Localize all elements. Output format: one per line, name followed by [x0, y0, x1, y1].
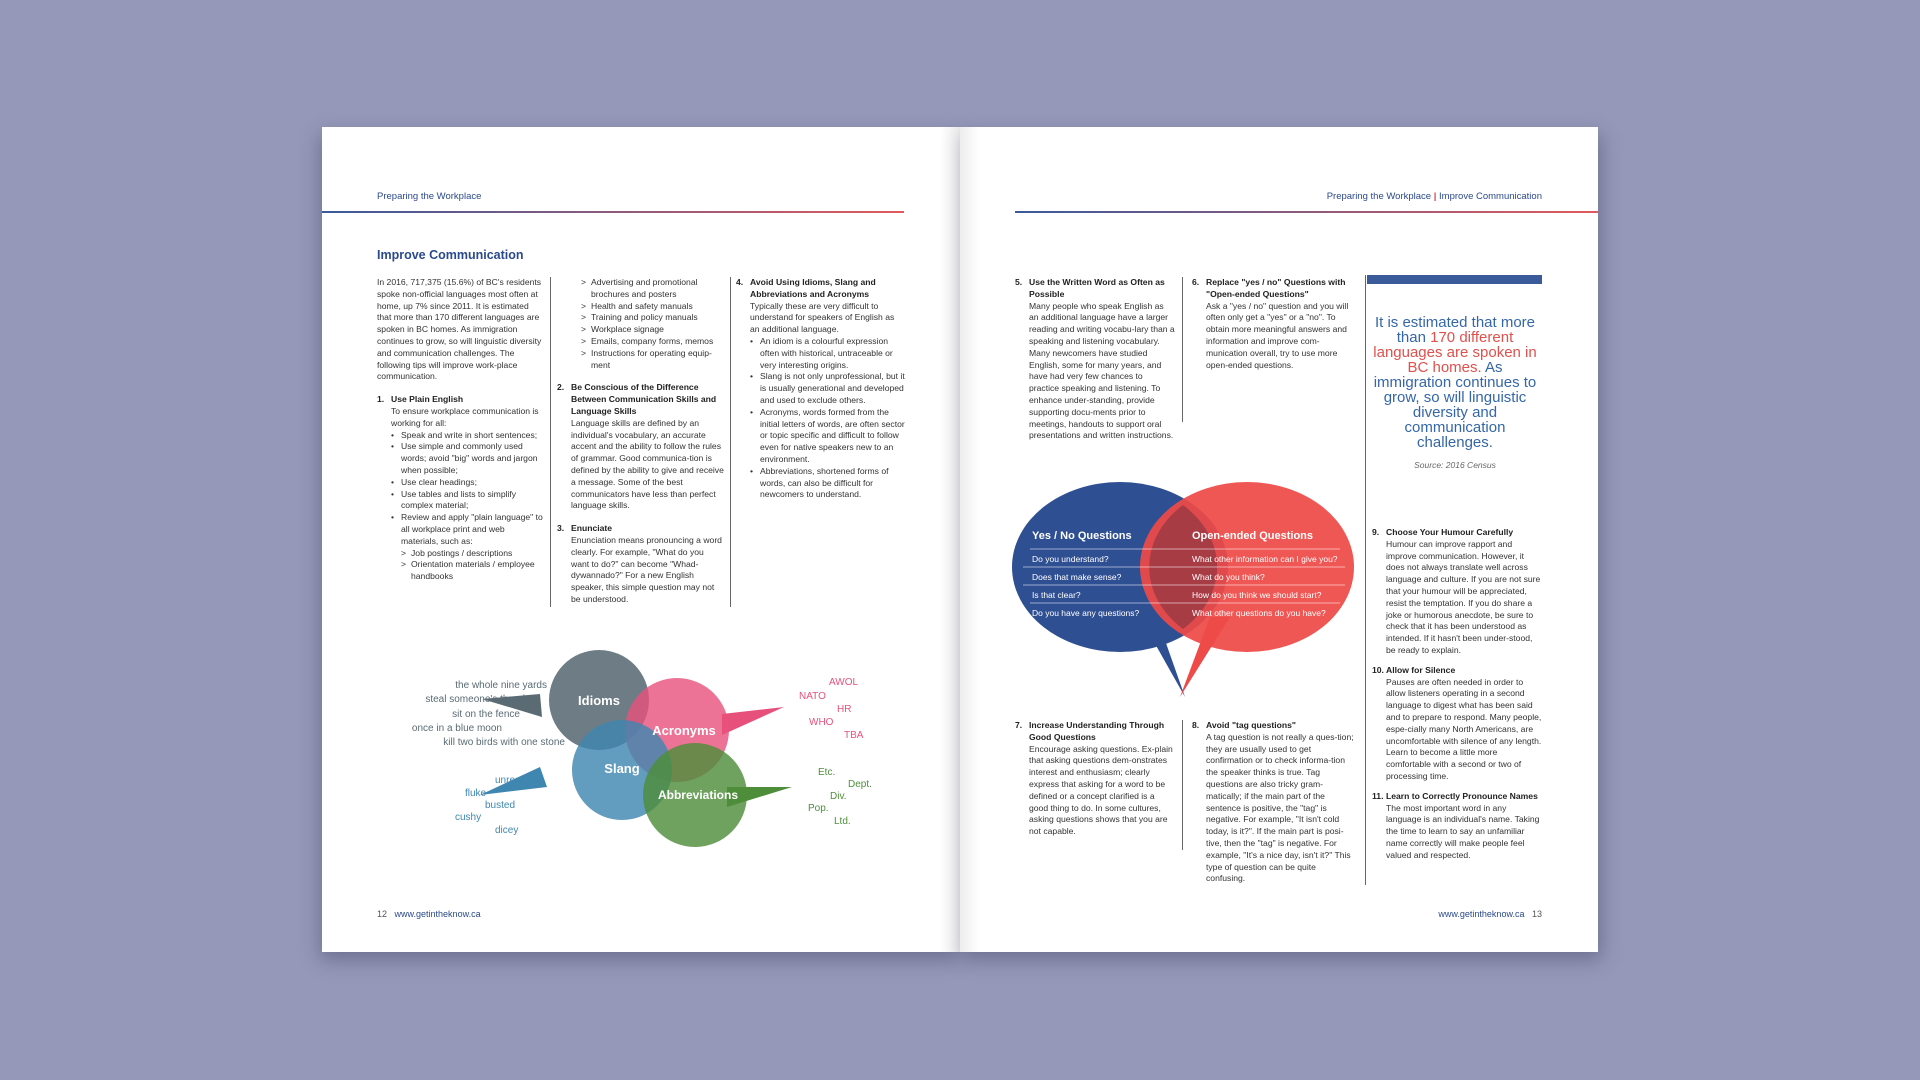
column-divider	[1365, 275, 1366, 885]
list-item: • Speak and write in short sentences;	[391, 430, 544, 442]
page-footer	[377, 909, 481, 919]
tip-1-lead: To ensure workplace communication is working for all:	[391, 405, 539, 428]
tip-3	[557, 523, 724, 606]
yes-no-question: Does that make sense?	[1032, 572, 1122, 582]
idioms-label: Idioms	[578, 693, 620, 708]
idiom-example: kill two birds with one stone	[443, 737, 565, 748]
acronym-example: HR	[837, 704, 852, 715]
acronyms-label: Acronyms	[652, 723, 716, 738]
list-item: • Abbreviations, shortened forms of words, can also be difficult for newcomers to understand.	[750, 466, 906, 501]
text-column-3	[736, 277, 906, 501]
right-page	[960, 127, 1598, 952]
tip-7-number: 7.	[1015, 720, 1023, 730]
tip-8-number: 8.	[1192, 720, 1200, 730]
tip-6-body: Ask a "yes / no" question and you will often only get a "yes" or a "no". To obtain more meaningful answers and information and improve com-munication overall, try to use more open-ended questions.	[1206, 300, 1349, 370]
tip-9	[1372, 527, 1542, 657]
acronyms-tail	[722, 707, 784, 735]
pull-quote-part-1: It is estimated that more than	[1374, 314, 1536, 346]
abbreviations-label: Abbreviations	[657, 788, 739, 802]
list-item: > Training and policy manuals	[581, 312, 724, 324]
tip-8-title: Avoid "tag questions"	[1206, 720, 1296, 730]
text-column-b-lower	[1192, 720, 1354, 885]
open-title: Open-ended Questions	[1192, 530, 1314, 542]
column-divider	[1182, 720, 1183, 850]
running-head	[1327, 191, 1542, 202]
column-divider	[550, 277, 551, 607]
slang-example: unreal	[495, 775, 523, 786]
list-item: > Orientation materials / employee handbooks	[401, 559, 544, 583]
page-number: 13	[1531, 909, 1542, 919]
open-question: How do you think we should start?	[1192, 590, 1322, 600]
tip-6-title: Replace "yes / no" Questions with "Open-ended Questions"	[1206, 277, 1346, 299]
language-venn-diagram	[322, 627, 960, 857]
abbreviation-example: Div.	[830, 791, 847, 802]
tip-8-body: A tag question is not really a ques-tion; they are usually used to get confirmation or to check informa-tion the speaker thinks is true. Tag questions are also tricky gram-matically; if the main part of the sentence is positive, the "tag" is negative. For example, "It isn't cold today, is it?". If the main part is posi-tive, then the "tag" is negative. For example, "It's a nice day, isn't it?" This type of question can be quite confusing.	[1206, 731, 1354, 884]
tip-6-number: 6.	[1192, 277, 1200, 287]
list-item: • Slang is not only unprofessional, but it is usually generational and developed and used to exclude others.	[750, 371, 906, 406]
header-rule	[1015, 211, 1598, 213]
tip-2	[557, 382, 724, 512]
running-head-part-1: Preparing the Workplace	[1326, 191, 1432, 202]
tip-7-title: Increase Understanding Through Good Questions	[1029, 720, 1165, 742]
tip-4-number: 4.	[736, 277, 744, 287]
yes-no-question: Is that clear?	[1032, 590, 1081, 600]
open-question: What do you think?	[1192, 572, 1265, 582]
tip-9-number: 9.	[1372, 527, 1380, 537]
tip-10	[1372, 665, 1542, 783]
list-item: > Workplace signage	[581, 324, 724, 336]
pull-quote	[1370, 315, 1540, 473]
tip-4-lead: Typically these are very difficult to understand for speakers of English as an additional language.	[750, 300, 895, 335]
idiom-example: the whole nine yards	[455, 680, 547, 691]
tip-5-number: 5.	[1015, 277, 1023, 287]
question-bubbles-graphic	[1005, 467, 1355, 707]
tip-2-body: Language skills are defined by an individual's vocabulary, an accurate accent and the ability to follow the rules of grammar. Good communica-tion is defined by the ability to give and receive a message. Some of the best communicators have less than perfect language skills.	[571, 417, 724, 511]
tip-1	[377, 394, 544, 583]
tip-3-title: Enunciate	[571, 523, 613, 534]
list-item: > Advertising and promotional brochures and posters	[581, 277, 724, 301]
tip-10-body: Pauses are often needed in order to allow listeners operating in a second language to digest what has been said and to prepare to respond. Many people, espe-cially many North Americans, are uncomfortable with silence of any length. Learn to become a little more comfortable with a second or two of processing time.	[1386, 676, 1542, 781]
tip-10-title: Allow for Silence	[1386, 664, 1456, 675]
running-head: Preparing the Workplace	[377, 191, 482, 202]
acronym-example: WHO	[809, 717, 834, 728]
text-column-1	[377, 277, 544, 583]
tip-7-body: Encourage asking questions. Ex-plain that asking questions dem-onstrates interest and enthusiasm; clearly express that asking for a word to be defined or a concept clarified is a good thing to do. In some cultures, asking questions shows that you are not capable.	[1029, 743, 1173, 837]
tip-1-sublist	[377, 548, 544, 583]
yes-no-question: Do you understand?	[1032, 554, 1109, 564]
abbreviation-example: Ltd.	[834, 816, 851, 827]
yes-no-question: Do you have any questions?	[1032, 608, 1140, 618]
pull-quote-highlight: 170 different languages are spoken in BC homes.	[1373, 329, 1537, 376]
tip-11	[1372, 791, 1542, 862]
tip-2-title: Be Conscious of the Difference Between Communication Skills and Language Skills	[571, 382, 717, 416]
tip-5-title: Use the Written Word as Often as Possible	[1029, 277, 1165, 299]
running-head-separator: |	[1433, 191, 1437, 202]
list-item: • Use clear headings;	[391, 477, 544, 489]
text-column-b	[1192, 277, 1354, 371]
section-title: Improve Communication	[377, 248, 524, 262]
slang-example: dicey	[495, 825, 519, 836]
tip-11-number: 11.	[1372, 790, 1384, 801]
tip-3-number: 3.	[557, 523, 565, 534]
tip-4	[736, 277, 906, 501]
tip-1-sublist-continued	[557, 277, 724, 371]
left-page	[322, 127, 960, 952]
slang-label: Slang	[604, 761, 640, 776]
abbreviation-example: Pop.	[808, 803, 829, 814]
tip-1-number: 1.	[377, 394, 385, 405]
tip-11-body: The most important word in any language is an individual's name. Taking the time to learn to say an unfamiliar name correctly will make people feel valued and respected.	[1386, 802, 1540, 860]
page-footer	[1438, 909, 1542, 919]
slang-example: fluke	[465, 788, 487, 799]
pull-quote-part-2: As immigration continues to grow, so will linguistic diversity and communication challenges.	[1373, 359, 1537, 451]
list-item: > Emails, company forms, memos	[581, 336, 724, 348]
tip-10-number: 10.	[1372, 664, 1384, 675]
yes-no-title: Yes / No Questions	[1032, 530, 1132, 542]
text-column-a	[1015, 277, 1175, 442]
acronym-example: AWOL	[829, 677, 859, 688]
intro-paragraph: In 2016, 717,375 (15.6%) of BC's residents spoke non-official languages most often at home, up 7% since 2011. It is estimated that more than 170 different languages are spoken in BC homes. As immigration continues to grow, so will linguistic diversity and communication challenges. The following tips will improve work-place communication.	[377, 277, 542, 382]
open-question: What other questions do you have?	[1192, 608, 1326, 618]
website-link[interactable]: www.getintheknow.ca	[1438, 909, 1525, 919]
page-number: 12	[377, 909, 388, 919]
open-question: What other information can I give you?	[1192, 554, 1338, 564]
tip-1-bullets	[377, 430, 544, 548]
list-item: • Review and apply "plain language" to all workplace print and web materials, such as:	[391, 512, 544, 547]
list-item: > Instructions for operating equip-ment	[581, 348, 724, 372]
tip-1-title: Use Plain English	[391, 394, 464, 405]
tip-4-title: Avoid Using Idioms, Slang and Abbreviations and Acronyms	[750, 277, 876, 299]
website-link[interactable]: www.getintheknow.ca	[394, 909, 481, 919]
text-column-c	[1372, 527, 1542, 862]
list-item: • An idiom is a colourful expression often with historical, untraceable or very interesting origins.	[750, 336, 906, 371]
idiom-example: steal someone's thunder	[425, 694, 534, 705]
tip-7	[1015, 720, 1175, 838]
list-item: • Use tables and lists to simplify complex material;	[391, 489, 544, 513]
list-item: > Health and safety manuals	[581, 301, 724, 313]
column-divider	[730, 277, 731, 607]
running-head-part-2: Improve Communication	[1439, 191, 1542, 202]
tip-11-title: Learn to Correctly Pronounce Names	[1386, 790, 1538, 801]
pull-quote-source: Source: 2016 Census	[1414, 460, 1496, 470]
slang-example: cushy	[455, 812, 482, 823]
tip-2-number: 2.	[557, 382, 565, 393]
acronym-example: NATO	[799, 691, 826, 702]
idiom-example: once in a blue moon	[411, 723, 502, 734]
text-column-2	[557, 277, 724, 606]
header-rule	[322, 211, 904, 213]
acronym-example: TBA	[844, 730, 864, 741]
tip-8	[1192, 720, 1354, 885]
tip-5-body: Many people who speak English as an additional language have a larger reading and writing vocabu-lary than a speaking and listening vocabulary. Many newcomers have studied English, some for many years, and have had very few chances to practice speaking and listening. To enhance under-standing, provide supporting docu-ments prior to meetings, handouts to support oral presentations and written instructions.	[1029, 300, 1175, 441]
abbreviation-example: Dept.	[848, 779, 872, 790]
tip-9-body: Humour can improve rapport and improve communication. However, it does not always translate well across language and culture. If you are not sure that your humour will be appreciated, resist the temptation. If you do share a joke or humorous anecdote, be sure to check that it has been understood as intended. If it hasn't been under-stood, be ready to explain.	[1386, 538, 1541, 655]
text-column-a-lower	[1015, 720, 1175, 838]
pull-quote-bar	[1367, 275, 1542, 284]
tip-5	[1015, 277, 1175, 442]
tip-3-body: Enunciation means pronouncing a word clearly. For example, "What do you want to do?" can become "Whad-dywannado?" For a new English speaker, this simple question may not be understood.	[571, 534, 722, 604]
tip-9-title: Choose Your Humour Carefully	[1386, 527, 1514, 537]
slang-example: busted	[485, 800, 516, 811]
column-divider	[1182, 277, 1183, 422]
list-item: > Job postings / descriptions	[401, 548, 544, 560]
list-item: • Acronyms, words formed from the initial letters of words, are often sector or topic specific and difficult to follow even for native speakers new to an environment.	[750, 407, 906, 466]
idiom-example: sit on the fence	[452, 709, 520, 720]
list-item: • Use simple and commonly used words; avoid "big" words and jargon when possible;	[391, 441, 544, 476]
tip-6	[1192, 277, 1354, 371]
abbreviation-example: Etc.	[818, 767, 836, 778]
tip-4-bullets	[736, 336, 906, 501]
